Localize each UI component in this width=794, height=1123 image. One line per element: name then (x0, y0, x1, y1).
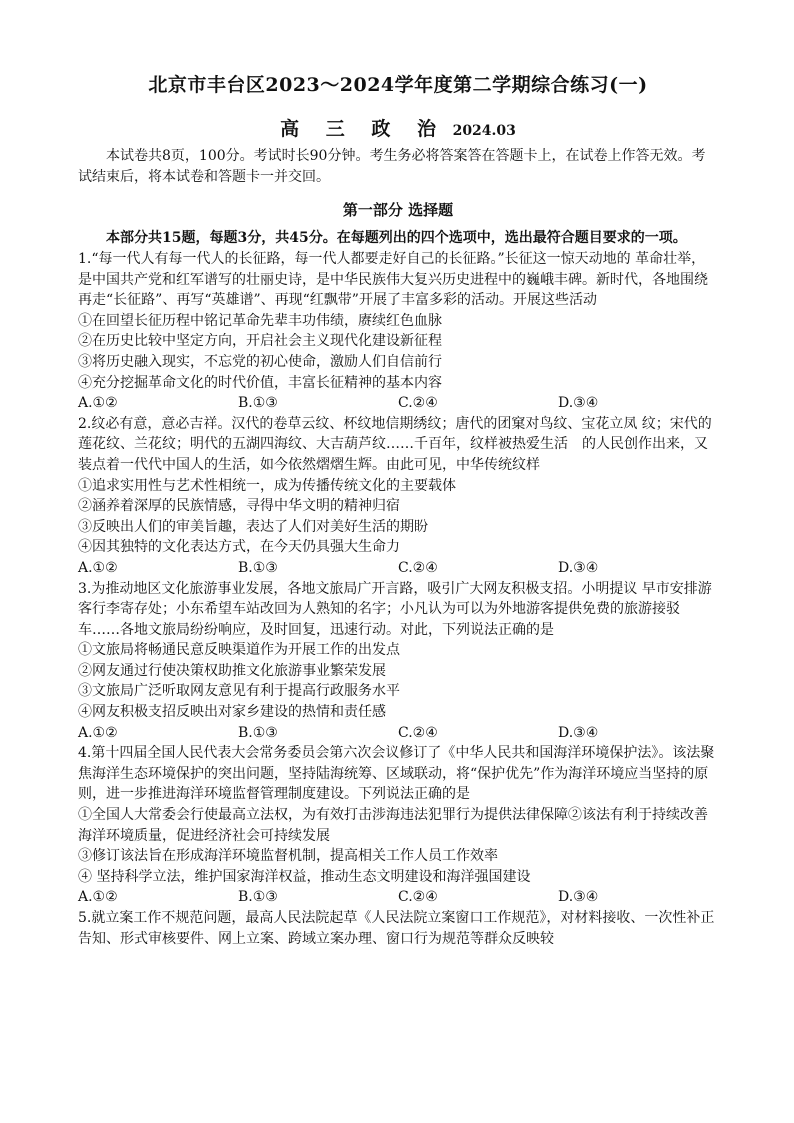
question-stem: 4.第十四届全国人民代表大会常务委员会第六次会议修订了《中华人民共和国海洋环境保护法》。该法聚焦海洋生态环境保护的突出问题，坚持陆海统筹、区域联动，将“保护优先”作为海洋环境应当坚持的原则，进一步推进海洋环境监督管理制度建设。下列说法正确的是 (78, 745, 715, 803)
exam-title: 北京市丰台区2023～2024学年度第二学期综合练习(一) (148, 74, 648, 96)
answer-choice: A.①② (78, 724, 118, 741)
section-instruction: 本部分共15题，每题3分，共45分。在每题列出的四个选项中，选出最符合题目要求的一项。 (106, 230, 687, 246)
question-option: ①文旅局将畅通民意反映渠道作为开展工作的出发点 (78, 642, 400, 659)
question-option: ③反映出人们的审美旨趣，表达了人们对美好生活的期盼 (78, 518, 428, 535)
section-title: 第一部分 选择题 (342, 201, 454, 219)
question-option: ①追求实用性与艺术性相统一，成为传播传统文化的主要载体 (78, 477, 456, 494)
question-option: ④网友积极支招反映出对家乡建设的热情和责任感 (78, 704, 386, 721)
question-option: ②网友通过行使决策权助推文化旅游事业繁荣发展 (78, 662, 386, 679)
question-stem: 2.纹必有意，意必吉祥。汉代的卷草云纹、杯纹地信期绣纹；唐代的团窠对鸟纹、宝花立凤 纹；宋代的莲花纹、兰花纹；明代的五湖四海纹、大吉葫芦纹……千百年，纹样被热爱生活 的人民创作出来，又装点着一代代中国人的生活，如今依然熠熠生辉。由此可见，中华传统纹样 (78, 415, 712, 473)
answer-choices (78, 558, 718, 579)
question-2 (78, 414, 718, 579)
answer-choice: D.③④ (558, 724, 599, 741)
answer-choice: C.②④ (398, 559, 438, 576)
answer-choice: B.①③ (238, 889, 278, 906)
answer-choices (78, 723, 718, 744)
question-option: ③文旅局广泛听取网友意见有利于提高行政服务水平 (78, 683, 400, 700)
exam-page (78, 70, 718, 949)
question-option: ①全国人大常委会行使最高立法权，为有效打击涉海违法犯罪行为提供法律保障②该法有利于持续改善海洋环境质量，促进经济社会可持续发展 (78, 807, 708, 844)
question-4 (78, 743, 718, 908)
question-option: ②涵养着深厚的民族情感，寻得中华文明的精神归宿 (78, 498, 400, 515)
answer-choice: A.①② (78, 559, 118, 576)
question-stem: 5.就立案工作不规范问题，最高人民法院起草《人民法院立案窗口工作规范》，对材料接收、一次性补正告知、形式审核要件、网上立案、跨域立案办理、窗口行为规范等群众反映较 (78, 910, 715, 947)
answer-choice: A.①② (78, 889, 118, 906)
answer-choices (78, 393, 718, 414)
question-list (78, 249, 718, 949)
question-option: ③修订该法旨在形成海洋环境监督机制，提高相关工作人员工作效率 (78, 848, 498, 865)
exam-subtitle (78, 116, 718, 144)
question-stem: 3.为推动地区文化旅游事业发展，各地文旅局广开言路，吸引广大网友积极支招。小明提议 早市安排游客行李寄存处；小东希望车站改回为人熟知的名字；小凡认为可以为外地游客提供免费的旅游接驳车……各地文旅局纷纷响应，及时回复，迅速行动。对此，下列说法正确的是 (78, 580, 712, 638)
answer-choice: B.①③ (238, 724, 278, 741)
answer-choice: B.①③ (238, 559, 278, 576)
question-3 (78, 579, 718, 744)
answer-choice: A.①② (78, 395, 118, 412)
answer-choice: C.②④ (398, 395, 438, 412)
answer-choice: D.③④ (558, 889, 599, 906)
answer-choice: C.②④ (398, 724, 438, 741)
answer-choice: B.①③ (238, 395, 278, 412)
subject-label: 高 三 政 治 (280, 118, 446, 140)
question-1 (78, 249, 718, 414)
answer-choice: D.③④ (558, 395, 599, 412)
question-option: ②在历史比较中坚定方向，开启社会主义现代化建设新征程 (78, 333, 442, 350)
question-option: ④ 坚持科学立法，维护国家海洋权益，推动生态文明建设和海洋强国建设 (78, 868, 531, 885)
question-option: ④充分挖掘革命文化的时代价值，丰富长征精神的基本内容 (78, 374, 442, 391)
question-option: ③将历史融入现实，不忘党的初心使命，激励人们自信前行 (78, 353, 442, 370)
exam-intro: 本试卷共8页，100分。考试时长90分钟。考生务必将答案答在答题卡上，在试卷上作答无效。考试结束后，将本试卷和答题卡一并交回。 (78, 148, 706, 185)
answer-choice: C.②④ (398, 889, 438, 906)
question-5 (78, 908, 718, 949)
question-option: ①在回望长征历程中铭记革命先辈丰功伟绩，赓续红色血脉 (78, 312, 442, 329)
question-option: ④因其独特的文化表达方式，在今天仍具强大生命力 (78, 539, 400, 556)
exam-date: 2024.03 (452, 123, 516, 139)
answer-choice: D.③④ (558, 559, 599, 576)
question-stem: 1.“每一代人有每一代人的长征路，每一代人都要走好自己的长征路。”长征这一惊天动地的 革命壮举，是中国共产党和红军谱写的壮丽史诗，是中华民族伟大复兴历史进程中的巍峨丰碑。新时代，各地围绕再走“长征路”、再写“英雄谱”、再现“红飘带”开展了丰富多彩的活动。开展这些活动 (78, 251, 708, 309)
answer-choices (78, 887, 718, 908)
